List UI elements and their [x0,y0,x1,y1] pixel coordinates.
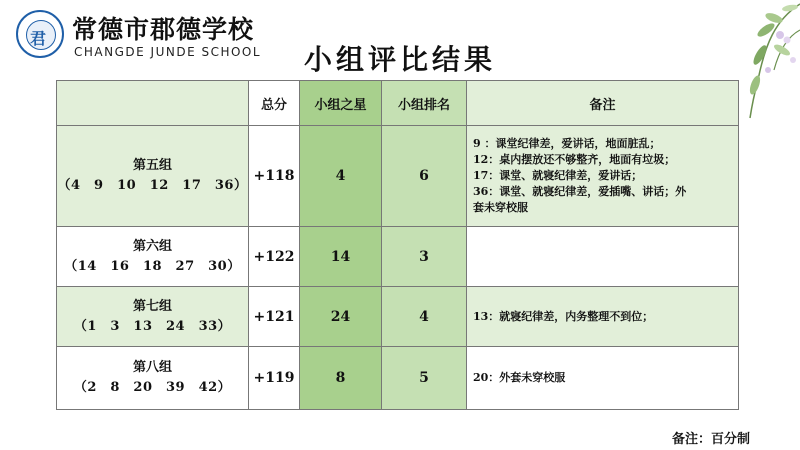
school-emblem-icon: 君 [16,10,64,58]
group-members: （4 9 10 12 17 36） [57,178,248,193]
total-score: +119 [249,347,300,410]
table-row [57,126,739,227]
note-line: 9 ：课堂纪律差，爱讲话，地面脏乱； [473,137,661,150]
table-row [57,347,739,410]
notes-cell [467,126,739,227]
group-star: 14 [300,227,382,287]
notes-cell [467,287,739,347]
note-line: 13：就寝纪律差，内务整理不到位； [473,309,654,323]
header-blank [57,81,249,126]
note-line: 17：课堂、就寝纪律差，爱讲话； [473,169,643,182]
group-star: 8 [300,347,382,410]
group-name: 第六组 [132,238,172,254]
page-title: 小组评比结果 [303,43,496,76]
total-score: +118 [249,126,300,227]
group-rank: 6 [382,126,467,227]
group-name: 第七组 [132,298,172,314]
school-name-cn: 常德市郡德学校 [72,15,255,44]
footer-note: 备注：百分制 [671,432,750,447]
group-rank: 4 [382,287,467,347]
group-cell [57,227,249,287]
note-line: 套未穿校服 [473,201,528,214]
group-members: （1 3 13 24 33） [73,318,232,334]
group-rank: 3 [382,227,467,287]
group-members: （14 16 18 27 30） [64,258,241,274]
note-line: 36：课堂、就寝纪律差，爱插嘴、讲话；外 [473,185,687,198]
group-cell [57,287,249,347]
table-header-row [57,81,739,126]
note-line: 12：桌内摆放还不够整齐，地面有垃圾； [473,153,676,166]
header-rank: 小组排名 [382,81,467,126]
total-score: +122 [249,227,300,287]
results-table [56,80,739,410]
group-rank: 5 [382,347,467,410]
header-total: 总分 [249,81,300,126]
note-line: 20：外套未穿校服 [473,371,566,384]
notes-cell [467,227,739,287]
table-row [57,227,739,287]
header-star: 小组之星 [300,81,382,126]
group-name: 第五组 [132,158,172,173]
group-star: 4 [300,126,382,227]
group-star: 24 [300,287,382,347]
header-notes: 备注 [467,81,739,126]
group-name: 第八组 [132,360,172,375]
total-score: +121 [249,287,300,347]
group-members: （2 8 20 39 42） [73,380,232,395]
notes-cell [467,347,739,410]
group-cell [57,347,249,410]
group-cell [57,126,249,227]
school-name-en: CHANGDE JUNDE SCHOOL [74,45,262,59]
table-row [57,287,739,347]
